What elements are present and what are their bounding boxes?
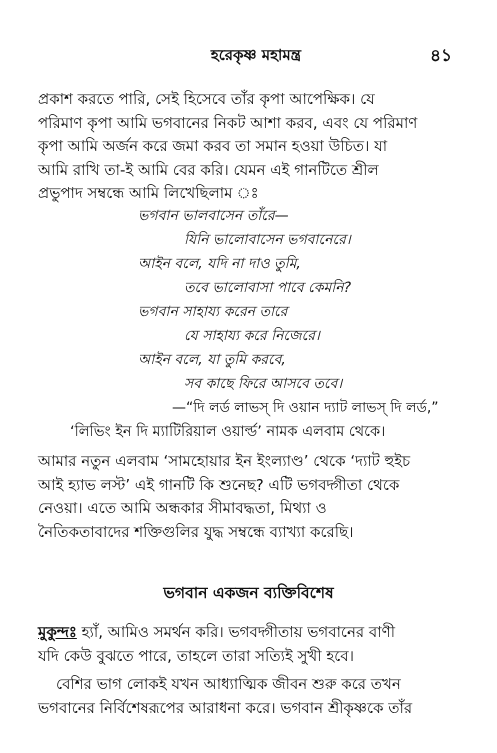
text-line: পরিমাণ কৃপা আমি ভগবানের নিকট আশা করব, এবং যে পরিমাণ — [38, 113, 418, 132]
text-line — [38, 621, 468, 645]
poem-line: আইন বলে, যদি না দাও তুমি, — [138, 256, 301, 272]
text-line: আই হ্যাভ লস্ট’ এই গানটি কি শুনেছ? এটি ভগবদ্গীতা থেকে — [38, 475, 400, 494]
intro-paragraph — [38, 88, 468, 206]
text-line: নৈতিকতাবাদের শক্তিগুলির যুদ্ধ সম্বন্ধে ব্যাখ্যা করেছি। — [38, 522, 354, 541]
poem-line: ভগবান ভালবাসেন তাঁরে— — [138, 208, 289, 224]
text-line: প্রভুপাদ সম্বন্ধে আমি লিখেছিলাম ঃ — [38, 184, 259, 202]
text-line: ভগবানের নির্বিশেষরূপের আরাধনা করে। ভগবান শ্রীকৃষ্ণকে তাঁর — [38, 698, 413, 717]
poem-line: যে সাহায্য করে নিজেরে। — [184, 328, 320, 344]
dialogue-paragraph — [38, 621, 468, 668]
poem-line: যিনি ভালোবাসেন ভগবানেরে। — [184, 232, 351, 248]
text-line: যদি কেউ বুঝতে পারে, তাহলে তারা সত্যিই সুখী হবে। — [38, 646, 354, 665]
album-line: ‘লিভিং ইন দি ম্যাটিরিয়াল ওয়ার্ল্ড’ নামক এলবাম থেকে। — [70, 424, 386, 440]
text-line: প্রকাশ করতে পারি, সেই হিসেবে তাঁর কৃপা আপেক্ষিক। যে — [38, 90, 375, 108]
speaker-name: মুকুন্দঃ — [38, 623, 77, 641]
poem-line: সব কাছে ফিরে আসবে তবে। — [184, 376, 343, 392]
poem-line: তবে ভালোবাসা পাবে কেমনি? — [184, 280, 352, 296]
text-line: আমি রাখি তা-ই আমি বের করি। যেমন এই গানটিতে শ্রীল — [38, 160, 379, 179]
last-paragraph — [38, 673, 468, 720]
second-paragraph — [38, 450, 468, 544]
running-title: হরেকৃষ্ণ মহামন্ত্র — [210, 46, 302, 64]
section-heading: ভগবান একজন ব্যক্তিবিশেষ — [163, 584, 334, 602]
dialogue-text: হ্যাঁ, আমিও সমর্থন করি। ভগবদ্গীতায় ভগবানের বাণী — [76, 623, 395, 641]
quote-source: —“দি লর্ড লাভস্ দি ওয়ান দ্যাট লাভস্ দি লর্ড,” — [172, 400, 439, 416]
poem-line: ভগবান সাহায্য করেন তারে — [138, 304, 288, 320]
text-line: আমার নতুন এলবাম ‘সামহোয়ার ইন ইংল্যাণ্ড’ থেকে ‘দ্যাট হুইচ — [38, 452, 411, 470]
page-header — [60, 44, 452, 68]
text-line: নেওয়া। এতে আমি অন্ধকার সীমাবদ্ধতা, মিথ্যা ও — [38, 499, 327, 517]
poem-line: আইন বলে, যা তুমি করবে, — [138, 352, 286, 368]
text-line: কৃপা আমি অর্জন করে জমা করব তা সমান হওয়া উচিত। যা — [38, 137, 388, 155]
page-number: ৪১ — [429, 46, 452, 66]
text-line: বেশির ভাগ লোকই যখন আধ্যাত্মিক জীবন শুরু করে তখন — [56, 675, 401, 693]
